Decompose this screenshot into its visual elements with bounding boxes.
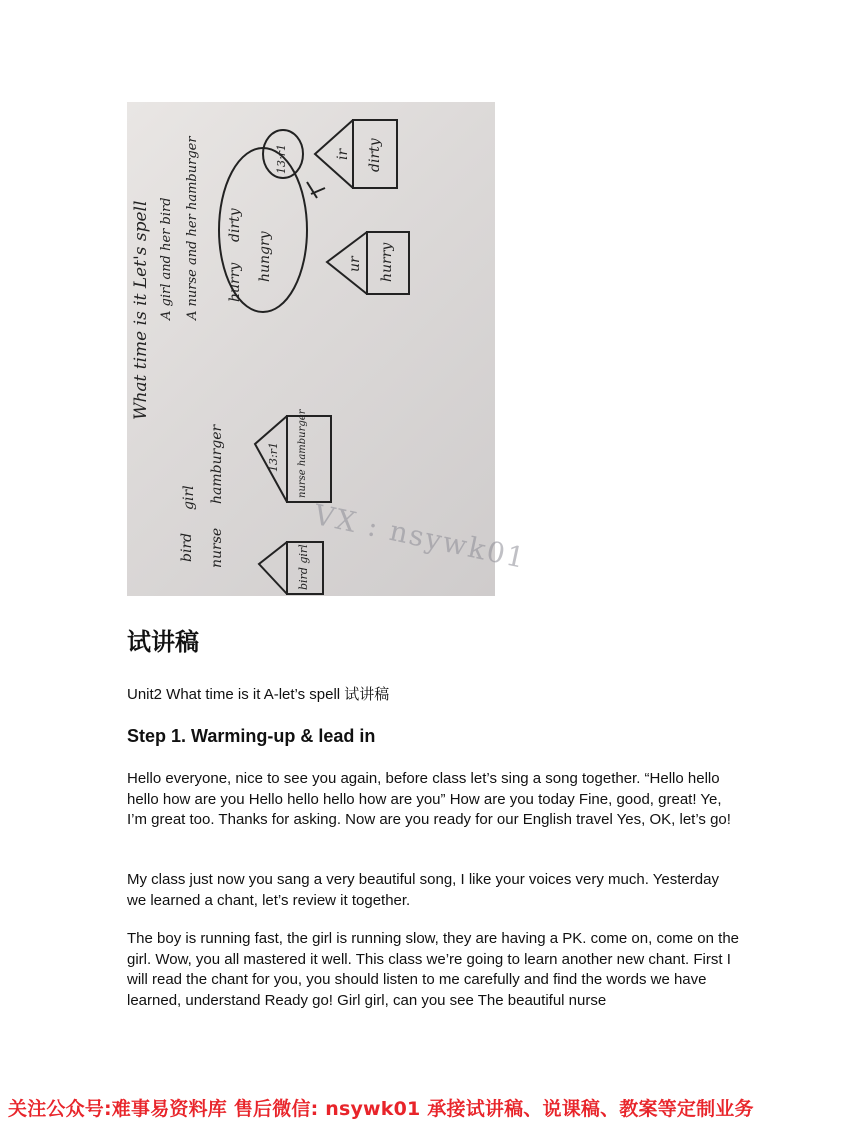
house-ir-label: ir — [335, 148, 351, 160]
cloud-word-hurry: hurry — [227, 262, 243, 302]
house-bird-girl — [259, 542, 323, 594]
footer-banner: 关注公众号:难事易资料库 售后微信: nsywk01 承接试讲稿、说课稿、教案等定制业务 — [8, 1098, 754, 1120]
house-small-word: nurse hamburger — [297, 409, 308, 498]
house-small2-word: bird girl — [297, 544, 310, 590]
cloud-word-dirty: dirty — [227, 208, 243, 242]
paragraph-1: Hello everyone, nice to see you again, before class let’s sing a song together. “Hello hello hello how are you Hello hello hello how are you” How are you today Fine, good, great! Ye, I’m great too. Thanks for asking. Now are you ready for our English travel Yes, OK, let’s go! — [127, 770, 731, 828]
house-ur-label: ur — [347, 256, 363, 272]
circle-label: 13:r1 — [275, 144, 288, 174]
board-drawings — [127, 102, 495, 596]
word-bird: bird — [179, 532, 195, 562]
step1-title: Step 1. Warming-up & lead in — [127, 726, 376, 746]
house-ir — [315, 120, 397, 188]
blackboard-photo — [127, 102, 495, 596]
subtitle: Unit2 What time is it A-let’s spell 试讲稿 — [127, 686, 390, 703]
word-nurse: nurse — [209, 527, 225, 568]
house-ur — [327, 232, 409, 294]
paragraph-3: The boy is running fast, the girl is running slow, they are having a PK. come on, come on the girl. Wow, you all mastered it well. This class we’re going to learn another new chant. First I will read the chant for you, you should listen to me carefully and find the words we have learned, understand Ready go! Girl girl, can you see The beautiful nurse — [127, 930, 740, 1009]
house-small-label: 13:r1 — [267, 442, 280, 472]
page-title: 试讲稿 — [127, 628, 199, 656]
watermark: VX : nsywk01 — [310, 497, 530, 576]
paragraph-2: My class just now you sang a very beautiful song, I like your voices very much. Yesterday we learned a chant, let’s review it together. — [127, 871, 719, 909]
house-ur-word: hurry — [379, 242, 395, 282]
word-hamburger: hamburger — [209, 424, 225, 504]
house-ir-word: dirty — [367, 138, 383, 172]
sentence-line-1: What time is it Let's spell — [131, 200, 151, 420]
word-girl: girl — [181, 485, 197, 510]
cloud-word-hungry: hungry — [257, 231, 273, 282]
sentence-line-2: A girl and her bird — [159, 197, 174, 320]
sentence-line-3: A nurse and her hamburger — [185, 136, 200, 320]
